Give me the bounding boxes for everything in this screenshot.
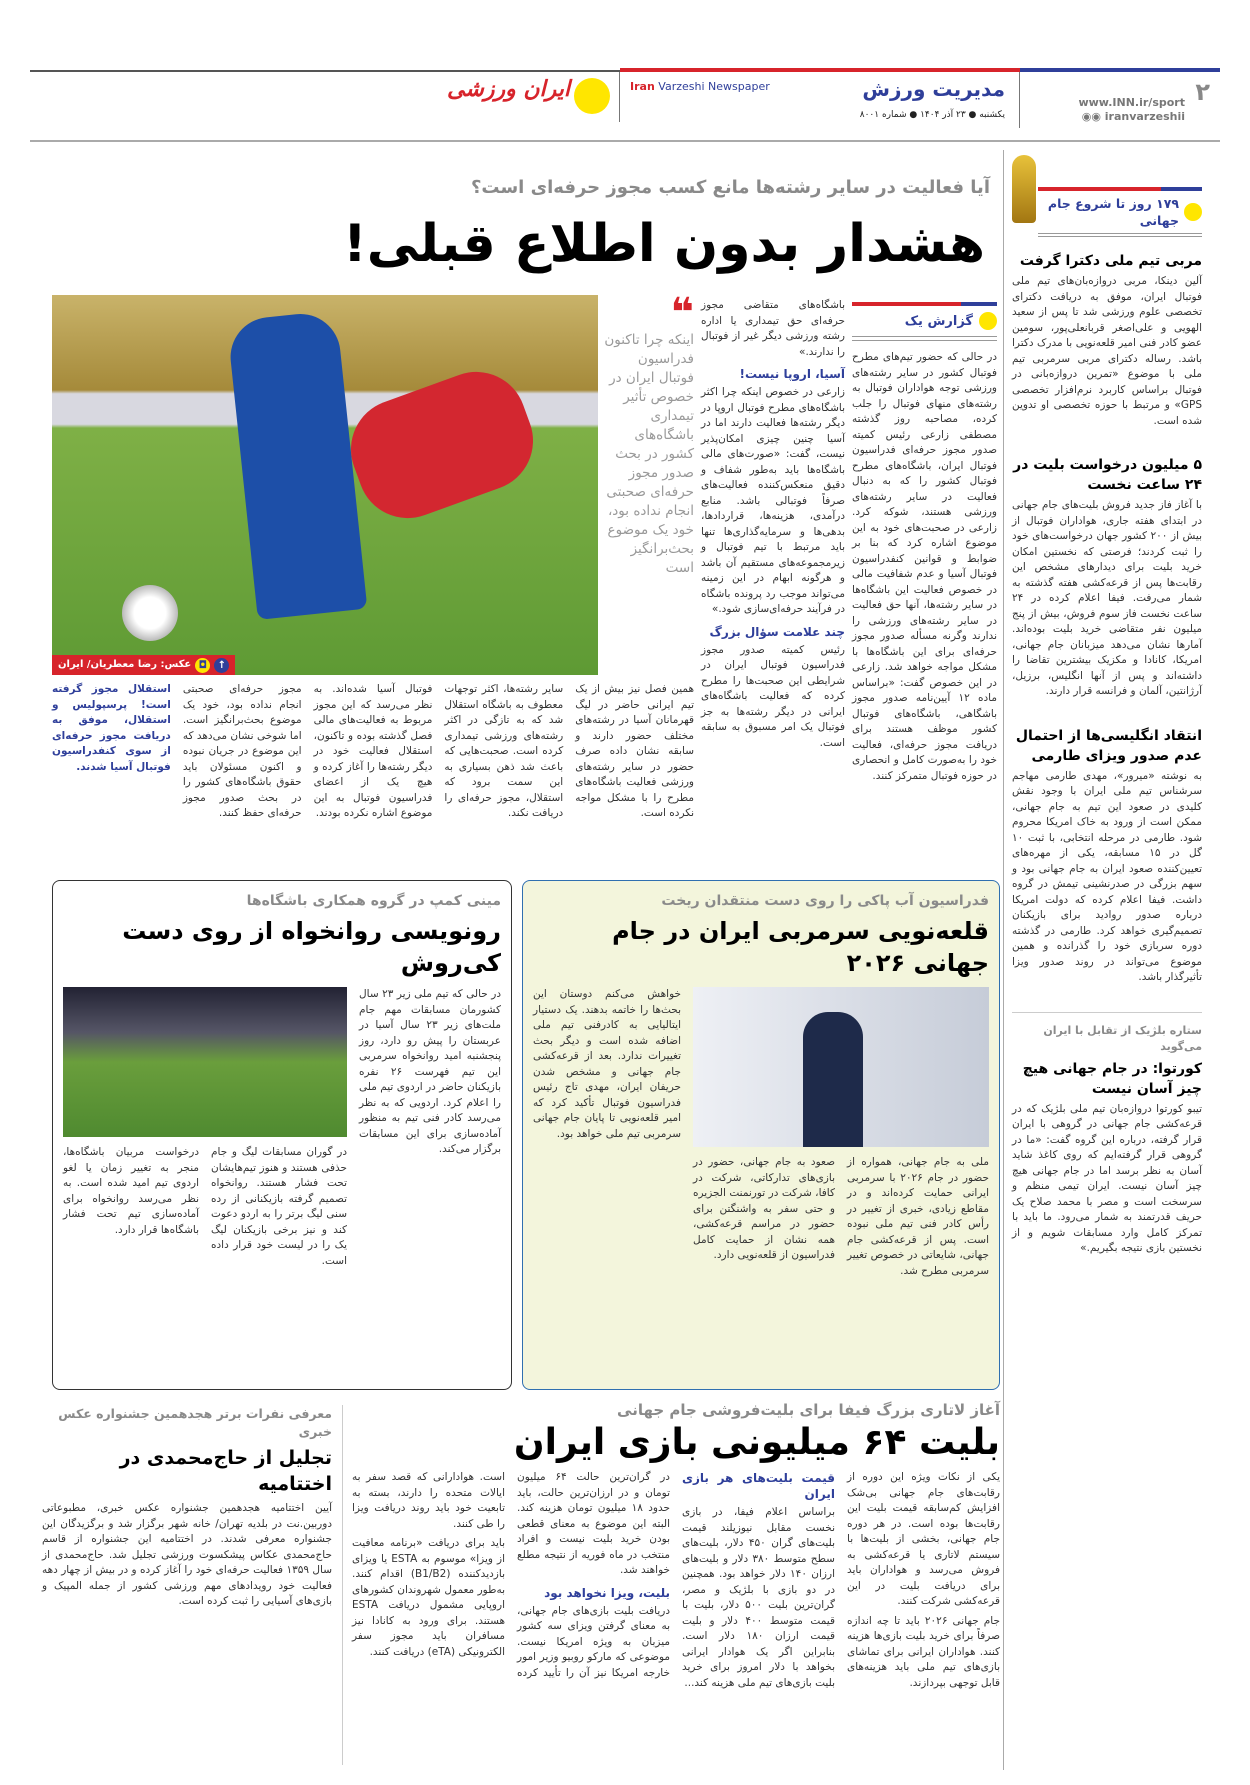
- main-lower-col-5: استقلال مجوز گرفته است! پرسپولیس و استقلال، موفق به دریافت مجوز حرفه‌ای از سوی کنفدراسیون فوتبال آسیا شدند.: [52, 683, 171, 773]
- section-title: مدیریت ورزش: [862, 77, 1005, 101]
- sidebar-item: ۵ میلیون درخواست بلیت در ۲۴ ساعت نخست با آغاز فاز جدید فروش بلیت‌های جام جهانی در ابتدای هفته جاری، هواداران فوتبال از بیش از ۲۰۰ کشور جهان درخواست‌های خود را ثبت کردند؛ فرصتی که نخستین امکان خرید بلیت برای دیدارهای مشخص این رقابت‌ها پس از قرعه‌کشی هفته گذشته به شمار می‌رفت. فیفا اعلام کرده در ۲۴ ساعت نخست فاز سوم فروش، بیش از پنج میلیون نفر متقاضی خرید بلیت بوده‌اند. آمارها نشان می‌دهد میزبانان جام جهانی، امریکا، کانادا و مکزیک بیشترین تقاضا را داشته‌اند و پس از آنها انگلیس، برزیل، آرژانتین، آلمان و فرانسه قرار دارند.: [1012, 457, 1203, 697]
- photo-credit: ↑ ◘ عکس: رضا معطریان/ ایران: [52, 655, 235, 675]
- page-number: ۲: [1195, 78, 1210, 106]
- subhead-question: چند علامت سؤال بزرگ: [709, 624, 845, 639]
- main-col-1: در حالی که حضور تیم‌های مطرح فوتبال کشور در سایر رشته‌های ورزشی توجه هواداران فوتبال به رشته‌های منهای فوتبال را جلب کرده، مصاحبه روز گذشته مصطفی زارعی رئیس کمیته صدور مجوز حرفه‌ای فدراسیون فوتبال ایران، باشگاه‌های مطرح فوتبال کشور را که به دنبال فعالیت در سایر رشته‌های ورزشی هستند، شوکه کرد. زارعی در صحبت‌های خود به این موضوع اشاره کرد که بنا بر ضوابط و قوانین کنفدراسیون فوتبال آسیا و عدم شفافیت مالی در خصوص فعالیت این باشگاه‌ها در سایر رشته‌ها، آنها حق فعالیت در سایر رشته‌های ورزشی را ندارند وگرنه مسأله صدور مجوز حرفه‌ای برای این باشگاه‌ها با مشکل مواجه خواهد شد. زارعی در این خصوص گفت: «براساس ماده ۱۲ آیین‌نامه صدور مجوز باشگاهی، باشگاه‌های فوتبال کشور موظف هستند برای دریافت مجوز حرفه‌ای، فعالیت خود را به‌صورت کامل و انحصاری در حوزه فوتبال متمرکز کنند.: [852, 351, 997, 782]
- header-divider-2: [619, 72, 620, 122]
- website-link[interactable]: www.INN.ir/sport: [1078, 96, 1185, 109]
- header-divider: [1019, 72, 1020, 128]
- sidebar-item: انتقاد انگلیسی‌ها از احتمال عدم صدور ویزای طارمی به نوشته «میرور»، مهدی طارمی مهاجم سرشناس تیم ملی ایران با وجود نقش کلیدی در صعود این تیم به جام جهانی، ممکن است از ورود به خاک امریکا محروم شود. طارمی در مرحله انتخابی، با ثبت ۱۰ گل در ۱۵ مسابقه، یکی از مهره‌های تعیین‌کننده صعود ایران به جام جهانی بود و سهم بزرگی در صدرنشینی تیمش در گروه داشت. فیفا اعلام کرده که دولت امریکا درباره صدور روادید برای بازیکنان تصمیم‌گیری خواهد کرد. طارمی در گذشته دوره سربازی خود را گذرانده و همین موضوع می‌تواند در روند صدور ویزا تأثیرگذار باشد.: [1012, 727, 1202, 983]
- box-team-melli-u23: مینی کمپ در گروه همکاری باشگاه‌ها رونویسی روانخواه از روی دست کی‌روش در حالی که تیم ملی زیر ۲۳ سال کشورمان مسابقات مهم جام ملت‌های زیر ۲۳ سال آسیا در عربستان را پیش رو دارد، روز پنجشنبه امید روانخواه سرمربی این تیم فهرست ۲۶ نفره بازیکنان حاضر در اردوی تیم ملی را اعلام کرد. اردویی که به نظر می‌رسد کادر فنی تیم به منظور آماده‌سازی برای این مسابقات برگزار می‌کند. در گوران مسابقات لیگ و جام حذفی هستند و هنوز تیم‌هایشان تحت فشار هستند. روانخواه تصمیم گرفته بازیکنانی از رده سنی لیگ برتر را به اردو دعوت کند و نیز برخی بازیکنان لیگ یک را در لیست خود قرار داده است. درخواست مربیان باشگاه‌ها، منجر به تغییر زمان یا لغو اردوی تیم امید شده است. به نظر می‌رسد روانخواه برای آماده‌سازی تیم تحت فشار باشگاه‌ها قرار دارد.: [52, 880, 512, 1390]
- subhead-asia: آسیا، اروپا نیست!: [739, 367, 845, 381]
- player-red: [337, 358, 547, 532]
- main-lower-cols: همین فصل نیز بیش از یک تیم ایرانی حاضر در لیگ قهرمانان آسیا در رشته‌های مختلف حضور دارند و سابقه نشان داده صرف حضور در سایر رشته‌های ورزشی فعالیت باشگاه‌های مطرح را با مشکل مواجه نکرده است. سایر رشته‌ها، اکثر توجهات معطوف به باشگاه استقلال شد که به تازگی در اکثر رشته‌های ورزشی تیمداری کرده است. صحبت‌هایی که باعث شد ذهن بسیاری به این سمت برود که استقلال، مجوز حرفه‌ای را دریافت نکند. فوتبال آسیا شده‌اند. به نظر می‌رسد که این مجوز مربوط به فعالیت‌های مالی فصل گذشته بوده و تاکنون، استقلال فعالیت خود در دیگر رشته‌ها را آغاز کرده و هیچ یک از اعضای فدراسیون فوتبال به این موضوع اشاره نکرده بودند. مجوز حرفه‌ای صحبتی انجام نداده بود، خود یک موضوع بحث‌برانگیز است. اما شوخی نشان می‌دهد که این موضوع در جریان نبوده و اکنون مسئولان باید حقوق باشگاه‌های کشور را در بحث صدور مجوز حرفه‌ای حفظ کنند. استقلال مجوز گرفته است! پرسپولیس و استقلال، موفق به دریافت مجوز حرفه‌ای از سوی کنفدراسیون فوتبال آسیا شدند.: [52, 683, 694, 819]
- ticket-article-columns: یکی از نکات ویژه این دوره از رقابت‌های جام جهانی بی‌شک افزایش کم‌سابقه قیمت بلیت این رقابت‌ها بوده است. در هر دوره جام جهانی، بخشی از بلیت‌ها با سیستم لاتاری یا قرعه‌کشی به فروش می‌رسد و هواداران باید برای دریافت بلیت در این قرعه‌کشی شرکت کنند. جام جهانی ۲۰۲۶ باید تا چه اندازه صرفاً برای خرید بلیت بازی‌ها هزینه کنند. هواداران ایرانی برای تماشای بازی‌های تیم ملی باید هزینه‌های قابل توجهی بپردازند. قیمت بلیت‌های هر بازی ایران براساس اعلام فیفا، در بازی نخست مقابل نیوزیلند قیمت بلیت‌های گران ۴۵۰ دلار، بلیت‌های سطح متوسط ۳۸۰ دلار و بلیت‌های ارزان ۱۴۰ دلار خواهد بود. همچنین در دو بازی با بلژیک و مصر، گران‌ترین بلیت ۵۰۰ دلار، بلیت با قیمت متوسط ۴۰۰ دلار و بلیت قیمت ارزان ۱۸۰ دلار است. بنابراین اگر یک هوادار ایرانی بخواهد با دلار امروز برای خرید بلیت بازی‌های تیم ملی هزینه کند... در گران‌ترین حالت ۶۴ میلیون تومان و در ارزان‌ترین حالت، باید حدود ۱۸ میلیون تومان هزینه کند. البته این موضوع به معنای قطعی بودن خرید بلیت نیست و افراد منتخب در ماه فوریه از نتیجه مطلع خواهند شد. بلیت، ویزا نخواهد بود دریافت بلیت بازی‌های جام جهانی، به معنای گرفتن ویزای سه کشور میزبان به ویژه امریکا نیست. موضوعی که مارکو روبیو وزیر امور خارجه امریکا نیز آن را تأیید کرده است. هوادارانی که قصد سفر به ایالات متحده را دارند، بسته به تابعیت خود باید روند دریافت ویزا را طی کنند. باید برای دریافت «برنامه معافیت از ویزا» موسوم به ESTA یا ویزای بازدیدکننده (B1/B2) اقدام کنند. به‌طور معمول شهروندان کشورهای اروپایی مشمول دریافت ESTA هستند. برای ورود به کانادا نیز مسافران باید مجوز سفر الکترونیکی (eTA) دریافت کنند.: [352, 1471, 1000, 1689]
- date-line: یکشنبه ● ۲۳ آذر ۱۴۰۴ ● شماره ۸۰۰۱: [859, 110, 1005, 120]
- logo: ایران ورزشی: [447, 76, 570, 102]
- header-gray-bar: [30, 70, 620, 72]
- header-rule: [30, 140, 1220, 142]
- main-col-2: باشگاه‌های متقاضی مجوز حرفه‌ای حق تیمداری یا اداره رشته ورزشی دیگر غیر از فوتبال را ندارند.» آسیا، اروپا نیست! زارعی در خصوص اینکه چرا اکثر باشگاه‌های مطرح فوتبال اروپا در دیگر رشته‌ها فعالیت دارند اما در آسیا چنین چیزی امکان‌پذیر نیست، گفت: «صورت‌های مالی باشگاه‌ها باید به‌طور شفاف و دقیق منعکس‌کننده فعالیت‌های صرفاً فوتبالی باشد. منابع درآمدی، هزینه‌ها، قراردادها، بدهی‌ها و سرمایه‌گذاری‌ها تنها باید مرتبط با تیم فوتبال و زیرمجموعه‌های مستقیم آن باشد و هرگونه ابهام در این زمینه می‌تواند موجب رد پرونده باشگاه در فرآیند حرفه‌ای‌سازی شود.» چند علامت سؤال بزرگ رئیس کمیته صدور مجوز فدراسیون فوتبال ایران در شرایطی این صحبت‌ها را مطرح کرده که فعالیت باشگاه‌های ایرانی در دیگر رشته‌ها به جز فوتبال یک امر مسبوق به سابقه است.: [701, 299, 845, 749]
- main-kicker: آیا فعالیت در سایر رشته‌ها مانع کسب مجوز حرفه‌ای است؟: [470, 177, 990, 198]
- sidebar: [1012, 155, 1202, 1257]
- yellow-dot-icon: [1184, 203, 1202, 221]
- header-blue-bar: [1020, 68, 1220, 72]
- sidebar-divider: [1003, 150, 1004, 1770]
- festival-article: معرفی نفرات برتر هجدهمین جشنواره عکس خبری تجلیل از حاج‌محمدی در اختتامیه آیین اختتامیه هجدهمین جشنواره عکس خبری، مطبوعاتی دوربین.نت در بلدیه تهران/ خانه شهر برگزار شد و برگزیدگان این جشنواره معرفی شدند. در اختتامیه این جشنواره از قاسم حاج‌محمدی عکاس پیشکسوت ورزشی تجلیل شد. حاج‌محمدی از سال ۱۳۵۹ فعالیت حرفه‌ای خود را آغاز کرده و در بیش از چهار دهه فعالیت خود رویدادهای مهم ورزشی کشور از جمله المپیک و بازی‌های آسیایی را ثبت کرده است.: [42, 1406, 332, 1607]
- header: [30, 68, 1220, 143]
- world-cup-trophy-icon: [1012, 155, 1036, 223]
- sidebar-item: ستاره بلژیک از تقابل با ایران می‌گوید کورتوا: در جام جهانی هیچ چیز آسان نیست تیبو کورتوا دروازه‌بان تیم ملی بلژیک که در قرعه‌کشی جام جهانی در گروهی با ایران قرار گرفته، درباره این گروه گفت: «ما در گروهی قرار گرفته‌ایم که روی کاغذ شاید آسان به نظر برسد اما در جام جهانی هیچ چیز آسان نیست. ایران تیمی منظم و سرسخت است و مصر با محمد صلاح یک حریف قدرتمند به شمار می‌رود. ما باید با تمرکز کامل وارد مسابقات شویم و از نخستین بازی نتیجه بگیریم.»: [1012, 1012, 1202, 1257]
- countdown-box: ۱۷۹ روز تا شروع جام جهانی: [1012, 155, 1202, 229]
- ghalenoei-photo: [693, 987, 989, 1147]
- social-handle[interactable]: ◉◉ iranvarzeshii: [1081, 110, 1185, 123]
- ticket-article: آغاز لاتاری بزرگ فیفا برای بلیت‌فروشی جام جهانی بلیت ۶۴ میلیونی بازی ایران یکی از نکات ویژه این دوره از رقابت‌های جام جهانی بی‌شک افزایش کم‌سابقه قیمت بلیت این رقابت‌ها بوده است. در هر دوره جام جهانی، بخشی از بلیت‌ها با سیستم لاتاری یا قرعه‌کشی به فروش می‌رسد و هواداران باید برای دریافت بلیت در این قرعه‌کشی شرکت کنند. جام جهانی ۲۰۲۶ باید تا چه اندازه صرفاً برای خرید بلیت بازی‌ها هزینه کنند. هواداران ایرانی برای تماشای بازی‌های تیم ملی باید هزینه‌های قابل توجهی بپردازند. قیمت بلیت‌های هر بازی ایران براساس اعلام فیفا، در بازی نخست مقابل نیوزیلند قیمت بلیت‌های گران ۴۵۰ دلار، بلیت‌های سطح متوسط ۳۸۰ دلار و بلیت‌های ارزان ۱۴۰ دلار خواهد بود. همچنین در دو بازی با بلژیک و مصر، گران‌ترین بلیت ۵۰۰ دلار، بلیت با قیمت متوسط ۴۰۰ دلار و بلیت قیمت ارزان ۱۸۰ دلار است. بنابراین اگر یک هوادار ایرانی بخواهد با دلار امروز برای خرید بلیت بازی‌های تیم ملی هزینه کند... در گران‌ترین حالت ۶۴ میلیون تومان و در ارزان‌ترین حالت، باید حدود ۱۸ میلیون تومان هزینه کند. البته این موضوع به معنای قطعی بودن خرید بلیت نیست و افراد منتخب در ماه فوریه از نتیجه مطلع خواهند شد. بلیت، ویزا نخواهد بود دریافت بلیت بازی‌های جام جهانی، به معنای گرفتن ویزای سه کشور میزبان به ویژه امریکا نیست. موضوعی که مارکو روبیو وزیر امور خارجه امریکا نیز آن را تأیید کرده است. هوادارانی که قصد سفر به ایالات متحده را دارند، بسته به تابعیت خود باید روند دریافت ویزا را طی کنند. باید برای دریافت «برنامه معافیت از ویزا» موسوم به ESTA یا ویزای بازدیدکننده (B1/B2) اقدام کنند. به‌طور معمول شهروندان کشورهای اروپایی مشمول دریافت ESTA هستند. برای ورود به کانادا نیز مسافران باید مجوز سفر الکترونیکی (eTA) دریافت کنند.: [352, 1400, 1000, 1691]
- arrow-up-icon: ↑: [214, 658, 229, 673]
- report-label-box: گزارش یک: [852, 302, 997, 341]
- ball: [122, 585, 178, 641]
- sidebar-item: مربی تیم ملی دکترا گرفت آلین دینکا، مربی دروازه‌بان‌های تیم ملی فوتبال ایران، موفق به دریافت دکترای تخصصی علوم ورزشی شد تا پس از سعید الهویی و علی‌اصغر قربانعلی‌پور، سومین عضو کادر فنی امیر قلعه‌نویی با مدرک دکترا باشد. رساله دکترای مربی سرمربی تیم ملی با موضوع «تمرین دروازه‌بانی در فوتبال براساس کاربرد نرم‌افزار تخصصی GPS» و مرتبط با حوزه تخصصی او تدوین شده است.: [1012, 253, 1202, 427]
- u23-training-photo: [63, 987, 347, 1137]
- bottom-divider: [342, 1405, 343, 1765]
- pull-quote: ❝ اینکه چرا تاکنون فدراسیون فوتبال ایران در خصوص تأثیر تیمداری باشگاه‌های کشور در بحث صدور مجوز حرفه‌ای صحبتی انجام نداده بود، خود یک موضوع بحث‌برانگیز است: [604, 290, 694, 576]
- player-blue: [227, 310, 368, 620]
- yellow-dot-icon: [979, 312, 997, 330]
- main-photo: [52, 295, 598, 675]
- telegram-instagram-icon: ◉◉: [1081, 110, 1105, 123]
- header-red-bar: [620, 68, 1020, 72]
- logo-sun: [574, 78, 610, 114]
- box-ghalenoei: فدراسیون آب پاکی را روی دست منتقدان ریخت قلعه‌نویی سرمربی ایران در جام جهانی ۲۰۲۶ ملی به جام جهانی، همواره از حضور در جام ۲۰۲۶ با سرمربی ایرانی حمایت کرده‌اند و در مقاطع زیادی، خبری از تغییر در رأس کادر فنی تیم ملی نبوده است. پس از قرعه‌کشی جام جهانی، شایعاتی در خصوص تغییر سرمربی مطرح شد. صعود به جام جهانی، حضور در بازی‌های تدارکاتی، شرکت در کافا، شرکت در تورنمنت الجزیره و حتی سفر به واشنگتن برای حضور در مراسم قرعه‌کشی، همه نشان از حمایت کامل فدراسیون از قلعه‌نویی دارد. خواهش می‌کنم دوستان این بحث‌ها را خاتمه بدهند. یک دستیار ایتالیایی به کادرفنی تیم ملی اضافه شده است و دیگر بحث تغییرات ندارد. بعد از قرعه‌کشی جام جهانی و مشخص شدن حریفان ایران، مهدی تاج رئیس فدراسیون فوتبال تأکید کرد که امیر قلعه‌نویی تا پایان جام جهانی سرمربی تیم ملی خواهد بود.: [522, 880, 1000, 1390]
- camera-icon: ◘: [195, 658, 210, 673]
- quote-icon: ❝: [670, 290, 694, 336]
- paper-name-en: Iran Varzeshi Newspaper: [630, 80, 770, 93]
- main-headline: هشدار بدون اطلاع قبلی!: [343, 214, 985, 274]
